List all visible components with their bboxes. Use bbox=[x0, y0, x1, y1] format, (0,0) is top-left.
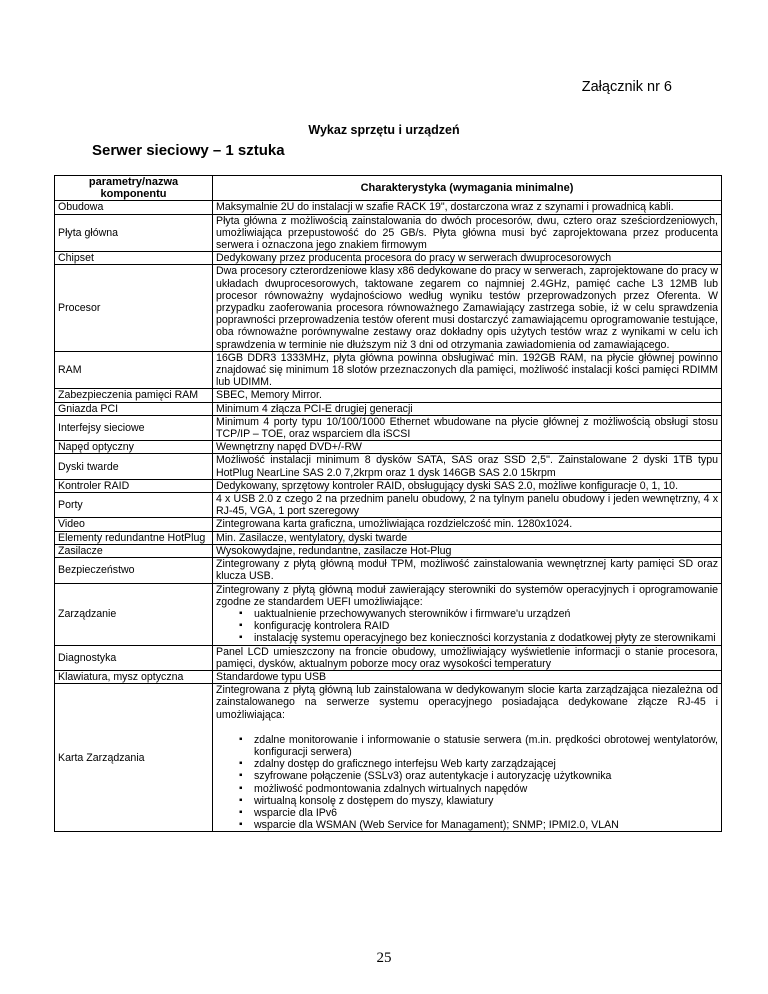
list-item: ▪ wirtualną konsolę z dostępem do myszy, klawiatury bbox=[239, 795, 718, 807]
list-item: ▪ zdalny dostęp do graficznego interfejsu Web karty zarządzającej bbox=[239, 758, 718, 770]
spec-rows bbox=[55, 201, 722, 583]
table-row bbox=[55, 479, 722, 492]
management-list bbox=[216, 608, 718, 645]
table-header-row bbox=[55, 176, 722, 201]
list-item: ▪ wsparcie dla IPv6 bbox=[239, 807, 718, 819]
spec-rows-after bbox=[55, 645, 722, 684]
row-param: Bezpieczeństwo bbox=[55, 558, 213, 583]
table-row bbox=[55, 670, 722, 683]
row-desc: Min. Zasilacze, wentylatory, dyski twarde bbox=[213, 531, 722, 544]
row-param: Porty bbox=[55, 493, 213, 518]
row-desc: Możliwość instalacji minimum 8 dysków SATA, SAS oraz SSD 2,5''. Zainstalowane 2 dyski 1TB typu HotPlug NearLine SAS 2.0 7,2krpm oraz 1 dysk 146GB SAS 2.0 15krpm bbox=[213, 454, 722, 479]
management-row-group bbox=[55, 583, 722, 645]
row-desc: Płyta główna z możliwością zainstalowania do dwóch procesorów, dwu, cztero oraz sześciordzeniowych, umożliwiająca przepustowość do 25 GB/s. Płyta główna musi być zaprojektowana przez producenta serwera i oznaczona jego znakiem firmowym bbox=[213, 214, 722, 252]
list-title: Wykaz sprzętu i urządzeń bbox=[308, 123, 460, 137]
row-param: Klawiatura, mysz optyczna bbox=[55, 670, 213, 683]
row-desc: Minimum 4 porty typu 10/100/1000 Ethernet wbudowane na płycie głównej z możliwością obsługi stosu TCP/IP – TOE, oraz wsparciem dla iSCSI bbox=[213, 415, 722, 440]
row-param: Gniazda PCI bbox=[55, 402, 213, 415]
row-desc: Dwa procesory czterordzeniowe klasy x86 dedykowane do pracy w serwerach, zaprojektowane do pracy w układach dwuprocesorowych, taktowane zegarem co najmniej 2.4GHz, pamięć cache L3 12MB lub procesor równoważny wydajnościowo według wyniku testów przeprowadzonych przez Oferenta. W przypadku zaoferowania procesora równoważnego Zamawiający zastrzega sobie, iż w celu sprawdzenia poprawności przeprowadzenia testów oferent musi dostarczyć zamawiającemu oprogramowanie testujące, oba równoważne porównywalne zestawy oraz dokładny opis użytych testów wraz z wynikami w celu ich sprawdzenia w terminie nie dłuższym niż 3 dni od otrzymania zawiadomienia od zamawiającego. bbox=[213, 265, 722, 351]
list-item: ▪ konfigurację kontrolera RAID bbox=[239, 620, 718, 632]
list-item: ▪ uaktualnienie przechowywanych sterowników i firmware'u urządzeń bbox=[239, 608, 718, 620]
row-desc: Panel LCD umieszczony na froncie obudowy, umożliwiający wyświetlenie informacji o stanie procesora, pamięci, dysków, aktualnym poborze mocy oraz wysokości temperatury bbox=[213, 645, 722, 670]
table-row bbox=[55, 252, 722, 265]
row-desc: Zintegrowany z płytą główną moduł TPM, możliwość zainstalowania wewnętrznej karty pamięci SD oraz klucza USB. bbox=[213, 558, 722, 583]
row-param: Zasilacze bbox=[55, 544, 213, 557]
row-desc: Zintegrowana karta graficzna, umożliwiająca rozdzielczość min. 1280x1024. bbox=[213, 518, 722, 531]
row-desc: Dedykowany przez producenta procesora do pracy w serwerach dwuprocesorowych bbox=[213, 252, 722, 265]
row-desc bbox=[213, 583, 722, 645]
row-param: Płyta główna bbox=[55, 214, 213, 252]
row-desc: Dedykowany, sprzętowy kontroler RAID, obsługujący dyski SAS 2.0, możliwe konfiguracje 0, 1, 10. bbox=[213, 479, 722, 492]
table-row bbox=[55, 441, 722, 454]
table-row bbox=[55, 214, 722, 252]
row-param: Chipset bbox=[55, 252, 213, 265]
card-intro: Zintegrowana z płytą główną lub zainstalowana w dedykowanym slocie karta zarządzająca niezależna od zainstalowanego na serwerze systemu operacyjnego posiadająca dedykowane złącze RJ-45 i umożliwiająca: bbox=[216, 684, 718, 721]
row-param: Elementy redundantne HotPlug bbox=[55, 531, 213, 544]
row-param: Napęd optyczny bbox=[55, 441, 213, 454]
row-desc: 16GB DDR3 1333MHz, płyta główna powinna obsługiwać min. 192GB RAM, na płycie głównej powinno znajdować się minimum 18 slotów przeznaczonych dla pamięci, możliwość instalacji kości pamięci RDIMM lub UDIMM. bbox=[213, 351, 722, 389]
table-row bbox=[55, 518, 722, 531]
table-row bbox=[55, 351, 722, 389]
row-param: Kontroler RAID bbox=[55, 479, 213, 492]
row-param: Obudowa bbox=[55, 201, 213, 214]
table-row bbox=[55, 493, 722, 518]
card-list bbox=[216, 734, 718, 832]
table-row bbox=[55, 583, 722, 645]
row-desc: SBEC, Memory Mirror. bbox=[213, 389, 722, 402]
spec-table bbox=[54, 175, 722, 832]
table-row bbox=[55, 684, 722, 832]
row-desc: Wewnętrzny napęd DVD+/-RW bbox=[213, 441, 722, 454]
row-param: Dyski twarde bbox=[55, 454, 213, 479]
row-desc: Maksymalnie 2U do instalacji w szafie RACK 19", dostarczona wraz z szynami i prowadnicą kabli. bbox=[213, 201, 722, 214]
page-number: 25 bbox=[376, 950, 392, 966]
table-row bbox=[55, 558, 722, 583]
table-row bbox=[55, 531, 722, 544]
row-desc: Standardowe typu USB bbox=[213, 670, 722, 683]
list-item: ▪ instalację systemu operacyjnego bez konieczności korzystania z dodatkowej płyty ze sterownikami bbox=[239, 632, 718, 644]
table-row bbox=[55, 402, 722, 415]
row-param: Video bbox=[55, 518, 213, 531]
table-row bbox=[55, 389, 722, 402]
management-intro: Zintegrowany z płytą główną moduł zawierający sterowniki do systemów operacyjnych i oprogramowanie zgodne ze standardem UEFI umożliwiające: bbox=[216, 583, 718, 608]
row-param: RAM bbox=[55, 351, 213, 389]
row-desc bbox=[213, 684, 722, 832]
row-desc: 4 x USB 2.0 z czego 2 na przednim panelu obudowy, 2 na tylnym panelu obudowy i jeden wewnętrzny, 4 x RJ-45, VGA, 1 port szeregowy bbox=[213, 493, 722, 518]
desc-column-header: Charakterystyka (wymagania minimalne) bbox=[213, 176, 722, 201]
table-row bbox=[55, 454, 722, 479]
table-row bbox=[55, 201, 722, 214]
list-item: ▪ zdalne monitorowanie i informowanie o statusie serwera (m.in. prędkości obrotowej wentylatorów, konfiguracji serwera) bbox=[239, 734, 718, 758]
server-title: Serwer sieciowy – 1 sztuka bbox=[92, 142, 285, 159]
list-item: ▪ szyfrowane połączenie (SSLv3) oraz autentykacje i autoryzację użytkownika bbox=[239, 770, 718, 782]
param-column-header: parametry/nazwa komponentu bbox=[55, 176, 213, 201]
annex-label: Załącznik nr 6 bbox=[581, 79, 672, 95]
table-row bbox=[55, 265, 722, 351]
card-row-group bbox=[55, 684, 722, 832]
table-row bbox=[55, 544, 722, 557]
table-row bbox=[55, 415, 722, 440]
list-item: ▪ możliwość podmontowania zdalnych wirtualnych napędów bbox=[239, 783, 718, 795]
list-item: ▪ wsparcie dla WSMAN (Web Service for Managament); SNMP; IPMI2.0, VLAN bbox=[239, 819, 718, 831]
row-desc: Minimum 4 złącza PCI-E drugiej generacji bbox=[213, 402, 722, 415]
row-param: Procesor bbox=[55, 265, 213, 351]
row-param: Zarządzanie bbox=[55, 583, 213, 645]
row-desc: Wysokowydajne, redundantne, zasilacze Hot-Plug bbox=[213, 544, 722, 557]
table-row bbox=[55, 645, 722, 670]
row-param: Interfejsy sieciowe bbox=[55, 415, 213, 440]
row-param: Karta Zarządzania bbox=[55, 684, 213, 832]
row-param: Zabezpieczenia pamięci RAM bbox=[55, 389, 213, 402]
row-param: Diagnostyka bbox=[55, 645, 213, 670]
